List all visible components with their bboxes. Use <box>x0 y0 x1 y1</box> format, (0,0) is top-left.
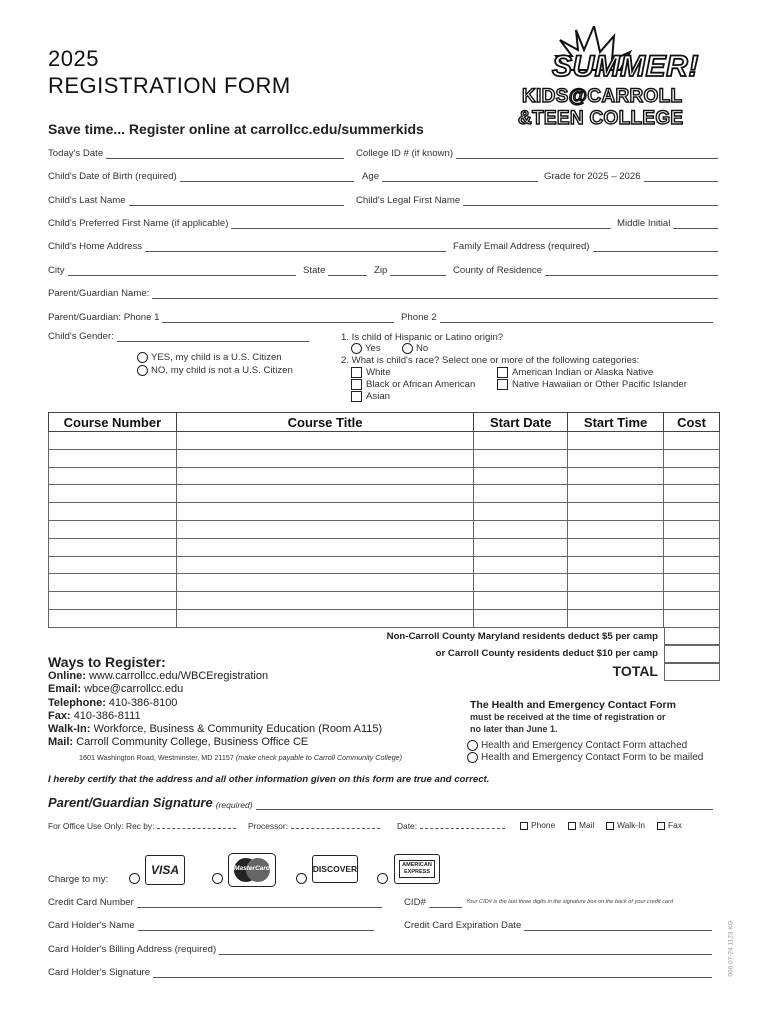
race-asian-checkbox[interactable] <box>351 391 362 402</box>
family-email-label: Family Email Address (required) <box>453 241 590 252</box>
cost-cell[interactable] <box>664 520 720 538</box>
cost-cell[interactable] <box>664 556 720 574</box>
office-fax-checkbox[interactable] <box>657 822 665 830</box>
street-address: 1601 Washington Road, Westminster, MD 21157 <box>79 753 234 762</box>
dob-field[interactable] <box>48 171 354 182</box>
ways-mail <box>48 736 382 749</box>
race-native-label: American Indian or Alaska Native <box>512 367 654 379</box>
cid-note: Your CID# is the last three digits in the signature box on the back of your credit card <box>466 899 674 905</box>
fax-label: Fax: <box>48 709 71 722</box>
mastercard-icon <box>228 853 276 887</box>
parent-name-field[interactable] <box>48 288 718 299</box>
start-time-cell[interactable] <box>568 574 664 592</box>
health-mailed-radio[interactable] <box>467 752 478 763</box>
middle-initial-field[interactable] <box>617 218 718 229</box>
todays-date-label: Today's Date <box>48 148 104 159</box>
citizen-yes-radio[interactable] <box>137 352 148 363</box>
certify-statement: I hereby certify that the address and all other information given on this form are true and correct. <box>48 774 490 785</box>
course-row <box>49 538 720 556</box>
age-field[interactable] <box>362 171 538 182</box>
start-time-cell[interactable] <box>568 449 664 467</box>
state-field[interactable] <box>303 265 367 276</box>
course-number-cell[interactable] <box>49 592 177 610</box>
course-title-cell[interactable] <box>176 556 473 574</box>
page-title: REGISTRATION FORM <box>48 73 291 98</box>
phone1-label: Parent/Guardian: Phone 1 <box>48 312 160 323</box>
cid-label: CID# <box>404 897 426 908</box>
cost-cell[interactable] <box>664 485 720 503</box>
cost-cell[interactable] <box>664 609 720 627</box>
course-table-header <box>49 413 720 432</box>
billing-address-label: Card Holder's Billing Address (required) <box>48 944 217 955</box>
grade-label: Grade for 2025 – 2026 <box>544 171 641 182</box>
total-label: TOTAL <box>612 663 658 679</box>
ways-online <box>48 670 382 683</box>
visa-radio[interactable] <box>129 873 140 884</box>
logo-kids: KIDS@CARROLL <box>522 86 683 107</box>
race-black-option[interactable] <box>351 379 475 390</box>
office-mail-checkbox[interactable] <box>568 822 576 830</box>
race-white-label: White <box>366 367 391 379</box>
mail-address: Carroll Community College, Business Office CE <box>76 736 309 749</box>
course-title-cell[interactable] <box>176 609 473 627</box>
walkin-location: Workforce, Business & Community Education (Room A115) <box>93 723 383 736</box>
card-holder-name-label: Card Holder's Name <box>48 920 135 931</box>
amex-radio[interactable] <box>377 873 388 884</box>
phone2-label: Phone 2 <box>401 312 437 323</box>
course-number-cell[interactable] <box>49 609 177 627</box>
email-address[interactable]: wbce@carrollcc.edu <box>84 683 184 696</box>
hispanic-yes-label: Yes <box>365 343 381 355</box>
office-phone-checkbox[interactable] <box>520 822 528 830</box>
start-date-cell[interactable] <box>474 503 568 521</box>
hispanic-no-radio[interactable] <box>402 343 413 354</box>
office-phone-label: Phone <box>531 820 556 830</box>
citizen-no-label: NO, my child is not a U.S. Citizen <box>151 365 293 377</box>
course-title-cell[interactable] <box>176 432 473 450</box>
race-black-label: Black or African American <box>366 379 476 391</box>
course-number-cell[interactable] <box>49 449 177 467</box>
course-number-header: Course Number <box>49 413 177 432</box>
start-date-cell[interactable] <box>474 432 568 450</box>
health-attached-option[interactable] <box>467 740 687 751</box>
start-date-cell[interactable] <box>474 520 568 538</box>
ways-heading: Ways to Register: <box>48 654 166 670</box>
course-title-cell[interactable] <box>176 449 473 467</box>
form-code: 066 07-24 1123 KG <box>727 920 735 977</box>
home-address-label: Child's Home Address <box>48 241 143 252</box>
save-time-text: Save time... Register online at carrollcc.edu/summerkids <box>48 121 424 137</box>
start-date-cell[interactable] <box>474 556 568 574</box>
gender-label: Child's Gender: <box>48 331 114 342</box>
total-box[interactable] <box>664 663 720 681</box>
ways-list <box>48 670 382 750</box>
check-payable-note: (make check payable to Carroll Community College) <box>235 753 403 762</box>
course-row <box>49 467 720 485</box>
city-label: City <box>48 265 65 276</box>
race-pacific-checkbox[interactable] <box>497 379 508 390</box>
start-time-cell[interactable] <box>568 609 664 627</box>
start-time-cell[interactable] <box>568 592 664 610</box>
signature-label: Parent/Guardian Signature <box>48 795 213 810</box>
mastercard-text: MasterCard <box>234 865 270 872</box>
visa-icon <box>145 855 185 885</box>
health-form-sub1: must be received at the time of registration or <box>470 712 666 722</box>
course-row <box>49 520 720 538</box>
legal-first-label: Child's Legal First Name <box>356 195 461 206</box>
race-white-option[interactable] <box>351 367 391 378</box>
ways-email <box>48 683 382 696</box>
city-field[interactable] <box>48 265 296 276</box>
zip-label: Zip <box>374 265 388 276</box>
ways-phone <box>48 697 382 710</box>
charge-to-label: Charge to my: <box>48 874 109 885</box>
age-label: Age <box>362 171 380 182</box>
amex-text-top: AMERICAN <box>402 862 432 868</box>
hispanic-question: 1. Is child of Hispanic or Latino origin? <box>341 332 504 343</box>
grade-field[interactable] <box>544 171 718 182</box>
start-date-cell[interactable] <box>474 538 568 556</box>
start-date-cell[interactable] <box>474 592 568 610</box>
health-form-title: The Health and Emergency Contact Form <box>470 699 676 711</box>
start-time-header: Start Time <box>568 413 664 432</box>
amex-text-bottom: EXPRESS <box>404 869 430 875</box>
billing-address-field[interactable] <box>48 944 712 955</box>
hispanic-no-option[interactable] <box>402 343 428 354</box>
health-attached-radio[interactable] <box>467 740 478 751</box>
hispanic-yes-option[interactable] <box>351 343 381 354</box>
phone2-field[interactable] <box>401 312 713 323</box>
course-number-cell[interactable] <box>49 574 177 592</box>
amex-icon <box>394 854 440 884</box>
health-form-sub2: no later than June 1. <box>470 724 558 734</box>
course-number-cell[interactable] <box>49 538 177 556</box>
logo-teen: &TEEN COLLEGE <box>518 108 684 129</box>
start-date-cell[interactable] <box>474 574 568 592</box>
last-name-field[interactable] <box>48 195 344 206</box>
course-title-header: Course Title <box>176 413 473 432</box>
family-email-field[interactable] <box>453 241 718 252</box>
office-fax-label: Fax <box>668 820 682 830</box>
email-label: Email: <box>48 683 82 696</box>
citizen-no-radio[interactable] <box>137 365 148 376</box>
cost-header: Cost <box>664 413 720 432</box>
health-mailed-option[interactable] <box>467 752 703 763</box>
ways-fax <box>48 710 382 723</box>
county-field[interactable] <box>453 265 718 276</box>
office-walkin-option[interactable] <box>606 820 645 830</box>
cid-field[interactable] <box>404 897 462 908</box>
start-time-cell[interactable] <box>568 432 664 450</box>
non-carroll-deduct-box[interactable] <box>664 627 720 645</box>
parent-name-label: Parent/Guardian Name: <box>48 288 150 299</box>
course-title-cell[interactable] <box>176 503 473 521</box>
course-row <box>49 609 720 627</box>
course-title-cell[interactable] <box>176 485 473 503</box>
card-holder-name-field[interactable] <box>48 920 374 931</box>
course-title-cell[interactable] <box>176 592 473 610</box>
course-row <box>49 432 720 450</box>
office-date-field[interactable] <box>397 821 505 831</box>
course-number-cell[interactable] <box>49 467 177 485</box>
start-date-header: Start Date <box>474 413 568 432</box>
last-name-label: Child's Last Name <box>48 195 126 206</box>
discover-radio[interactable] <box>296 873 307 884</box>
phone-label: Telephone: <box>48 696 106 709</box>
processor-label: Processor: <box>248 821 289 831</box>
non-carroll-deduct-text: Non-Carroll County Maryland residents deduct $5 per camp <box>386 631 658 642</box>
rec-by-field[interactable] <box>48 821 236 831</box>
course-number-cell[interactable] <box>49 503 177 521</box>
county-label: County of Residence <box>453 265 543 276</box>
ways-walkin <box>48 723 382 736</box>
phone1-field[interactable] <box>48 312 394 323</box>
cost-cell[interactable] <box>664 467 720 485</box>
discover-text: DISCOVER <box>312 864 358 874</box>
carroll-deduct-text: or Carroll County residents deduct $10 per camp <box>435 648 658 659</box>
course-number-cell[interactable] <box>49 556 177 574</box>
card-number-field[interactable] <box>48 897 382 908</box>
citizen-no-option[interactable] <box>137 365 293 376</box>
race-asian-option[interactable] <box>351 391 390 402</box>
zip-field[interactable] <box>374 265 446 276</box>
office-date-label: Date: <box>397 821 418 831</box>
race-pacific-option[interactable] <box>497 379 687 390</box>
course-title-cell[interactable] <box>176 538 473 556</box>
logo-summer: SUMMER! <box>552 50 699 83</box>
cost-cell[interactable] <box>664 503 720 521</box>
course-number-cell[interactable] <box>49 485 177 503</box>
race-native-option[interactable] <box>497 367 653 378</box>
health-attached-label: Health and Emergency Contact Form attached <box>481 740 688 752</box>
race-black-checkbox[interactable] <box>351 379 362 390</box>
cost-cell[interactable] <box>664 538 720 556</box>
discover-icon <box>312 855 358 883</box>
college-id-label: College ID # (if known) <box>356 148 454 159</box>
start-time-cell[interactable] <box>568 556 664 574</box>
preferred-first-label: Child's Preferred First Name (if applicable) <box>48 218 229 229</box>
start-date-cell[interactable] <box>474 485 568 503</box>
mastercard-radio[interactable] <box>212 873 223 884</box>
walkin-label: Walk-In: <box>48 723 91 736</box>
visa-text: VISA <box>150 863 179 877</box>
office-walkin-checkbox[interactable] <box>606 822 614 830</box>
start-time-cell[interactable] <box>568 485 664 503</box>
form-year: 2025 <box>48 46 99 71</box>
fax-number: 410-386-8111 <box>73 709 141 722</box>
summer-kids-logo <box>516 26 722 136</box>
race-asian-label: Asian <box>366 391 390 403</box>
start-time-cell[interactable] <box>568 538 664 556</box>
gender-field[interactable] <box>48 331 309 342</box>
online-label: Online: <box>48 670 86 682</box>
cost-cell[interactable] <box>664 574 720 592</box>
race-pacific-label: Native Hawaiian or Other Pacific Islander <box>512 379 687 391</box>
race-native-checkbox[interactable] <box>497 367 508 378</box>
carroll-deduct-box[interactable] <box>664 645 720 663</box>
course-number-cell[interactable] <box>49 432 177 450</box>
course-title-cell[interactable] <box>176 520 473 538</box>
card-holder-signature-field[interactable] <box>48 967 712 978</box>
course-table <box>48 412 720 628</box>
card-expiration-field[interactable] <box>404 920 712 931</box>
card-number-label: Credit Card Number <box>48 897 134 908</box>
course-table-body <box>49 432 720 628</box>
start-date-cell[interactable] <box>474 449 568 467</box>
processor-field[interactable] <box>248 821 380 831</box>
hispanic-yes-radio[interactable] <box>351 343 362 354</box>
signature-required: (required) <box>215 800 253 810</box>
health-mailed-label: Health and Emergency Contact Form to be mailed <box>481 752 704 764</box>
mail-label: Mail: <box>48 736 74 749</box>
todays-date-field[interactable] <box>48 148 344 159</box>
legal-first-name-field[interactable] <box>356 195 718 206</box>
card-expiration-label: Credit Card Expiration Date <box>404 920 522 931</box>
mail-street-address <box>79 753 402 762</box>
course-row <box>49 556 720 574</box>
course-title-cell[interactable] <box>176 574 473 592</box>
office-mail-label: Mail <box>579 820 595 830</box>
course-row <box>49 574 720 592</box>
citizen-yes-option[interactable] <box>137 352 282 363</box>
office-mail-option[interactable] <box>568 820 594 830</box>
start-date-cell[interactable] <box>474 609 568 627</box>
office-phone-option[interactable] <box>520 820 555 830</box>
cost-cell[interactable] <box>664 592 720 610</box>
start-time-cell[interactable] <box>568 520 664 538</box>
course-row <box>49 449 720 467</box>
start-time-cell[interactable] <box>568 467 664 485</box>
cost-cell[interactable] <box>664 432 720 450</box>
course-row <box>49 503 720 521</box>
race-question: 2. What is child's race? Select one or more of the following categories: <box>341 355 640 366</box>
start-date-cell[interactable] <box>474 467 568 485</box>
citizen-yes-label: YES, my child is a U.S. Citizen <box>151 352 282 364</box>
hispanic-no-label: No <box>416 343 429 355</box>
office-fax-option[interactable] <box>657 820 682 830</box>
cost-cell[interactable] <box>664 449 720 467</box>
race-white-checkbox[interactable] <box>351 367 362 378</box>
course-number-cell[interactable] <box>49 520 177 538</box>
middle-initial-label: Middle Initial <box>617 218 671 229</box>
office-walkin-label: Walk-In <box>617 820 646 830</box>
start-time-cell[interactable] <box>568 503 664 521</box>
state-label: State <box>303 265 326 276</box>
parent-signature-field[interactable] <box>48 795 713 810</box>
preferred-first-name-field[interactable] <box>48 218 611 229</box>
rec-by-label: For Office Use Only: Rec by: <box>48 821 155 831</box>
course-row <box>49 592 720 610</box>
phone-number: 410-386-8100 <box>108 696 178 709</box>
college-id-field[interactable] <box>356 148 718 159</box>
home-address-field[interactable] <box>48 241 446 252</box>
course-row <box>49 485 720 503</box>
dob-label: Child's Date of Birth (required) <box>48 171 177 182</box>
card-holder-signature-label: Card Holder's Signature <box>48 967 151 978</box>
course-title-cell[interactable] <box>176 467 473 485</box>
online-url[interactable]: www.carrollcc.edu/WBCEregistration <box>88 670 269 682</box>
